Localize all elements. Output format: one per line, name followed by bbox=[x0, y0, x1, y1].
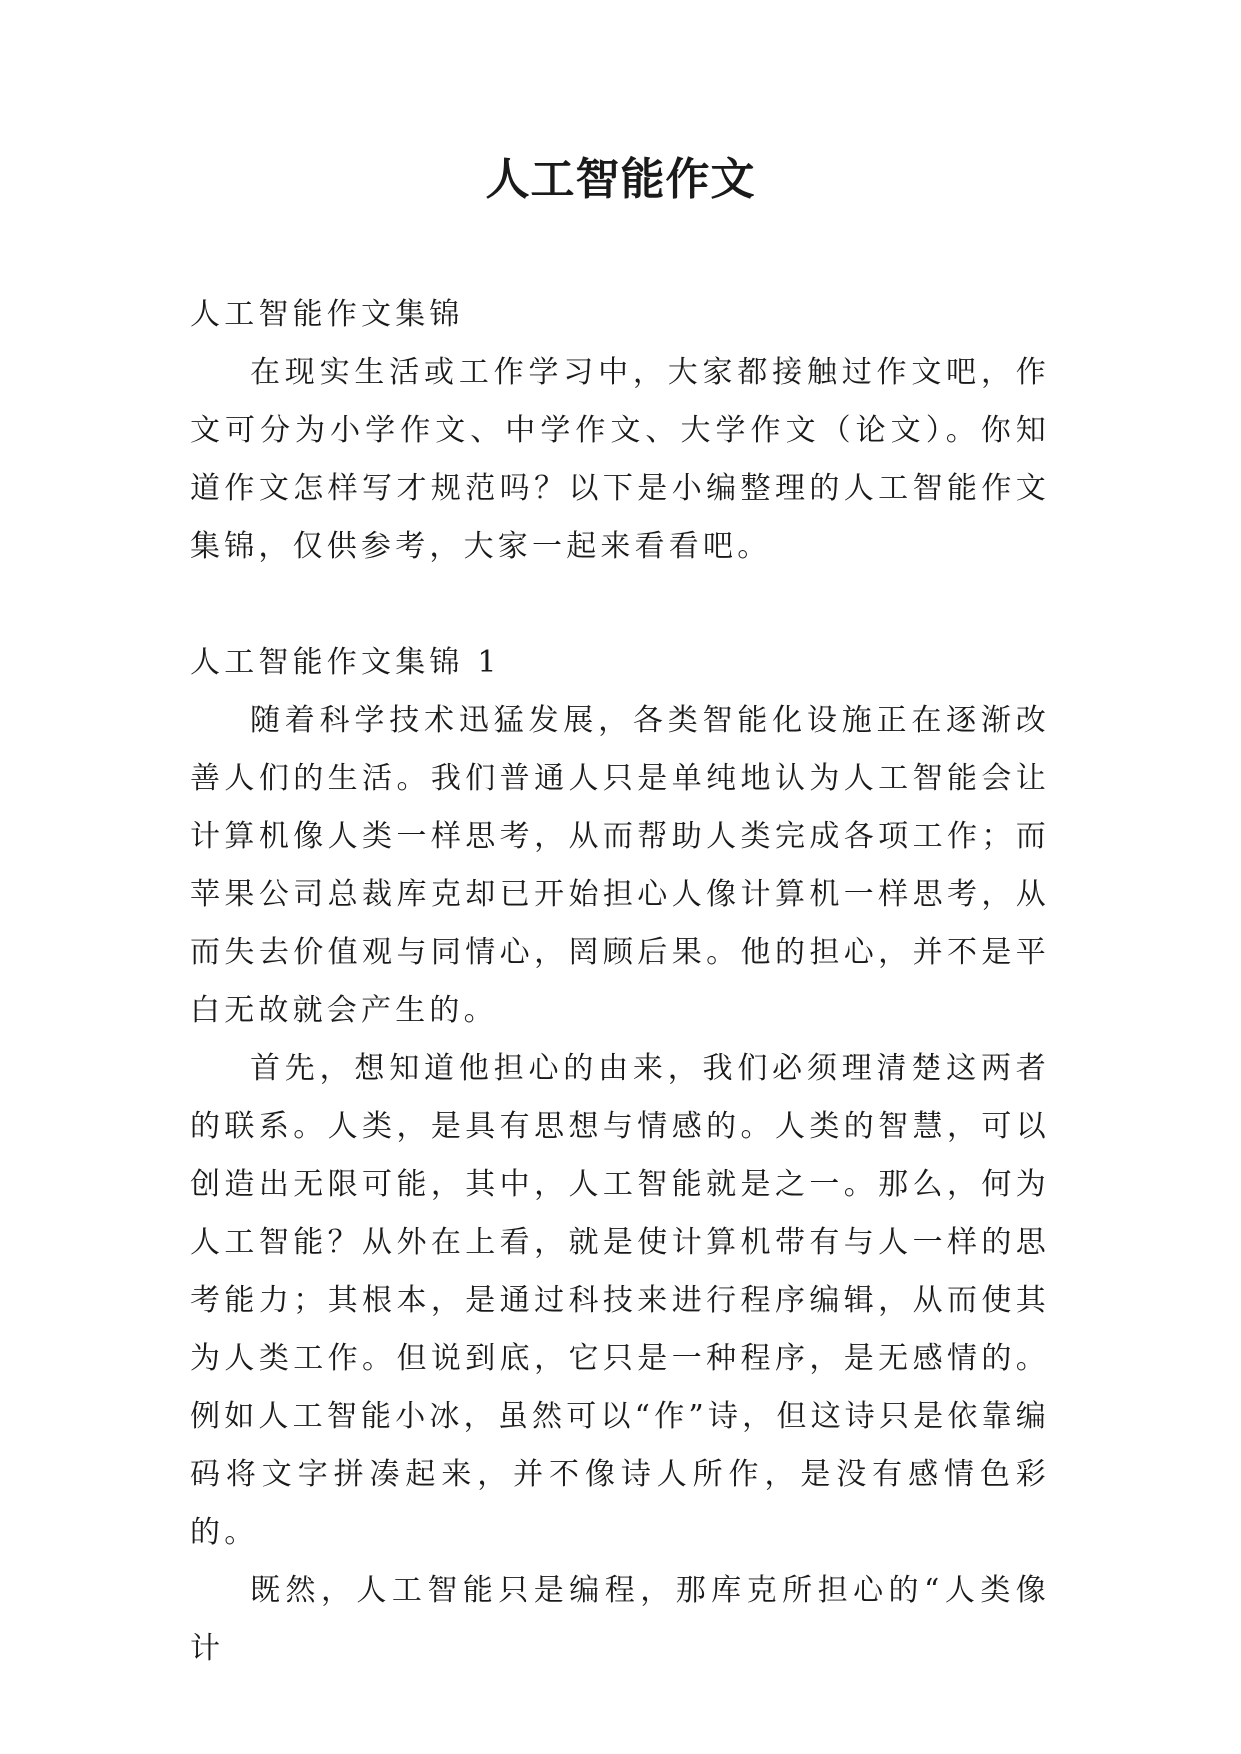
section1-paragraph-3: 既然，人工智能只是编程，那库克所担心的“人类像计 bbox=[190, 1573, 1050, 1666]
document-title: 人工智能作文 bbox=[485, 154, 756, 205]
document-body bbox=[190, 286, 1050, 1678]
intro-heading: 人工智能作文集锦 bbox=[190, 297, 464, 332]
section1-paragraph-2: 首先，想知道他担心的由来，我们必须理清楚这两者的联系。人类，是具有思想与情感的。人类的智慧，可以创造出无限可能，其中，人工智能就是之一。那么，何为人工智能？从外在上看，就是使计算机带有与人一样的思考能力；其根本，是通过科技来进行程序编辑，从而使其为人类工作。但说到底，它只是一种程序，是无感情的。例如人工智能小冰，虽然可以“作”诗，但这诗只是依靠编码将文字拼凑起来，并不像诗人所作，是没有感情色彩的。 bbox=[190, 1051, 1050, 1550]
paragraph-gap bbox=[190, 576, 1050, 634]
section1-paragraph-1: 随着科学技术迅猛发展，各类智能化设施正在逐渐改善人们的生活。我们普通人只是单纯地认为人工智能会让计算机像人类一样思考，从而帮助人类完成各项工作；而苹果公司总裁库克却已开始担心人像计算机一样思考，从而失去价值观与同情心，罔顾后果。他的担心，并不是平白无故就会产生的。 bbox=[190, 703, 1050, 1028]
section1-heading: 人工智能作文集锦 1 bbox=[190, 645, 501, 680]
intro-paragraph: 在现实生活或工作学习中，大家都接触过作文吧，作文可分为小学作文、中学作文、大学作文（论文）。你知道作文怎样写才规范吗？以下是小编整理的人工智能作文集锦，仅供参考，大家一起来看看吧。 bbox=[190, 355, 1050, 564]
